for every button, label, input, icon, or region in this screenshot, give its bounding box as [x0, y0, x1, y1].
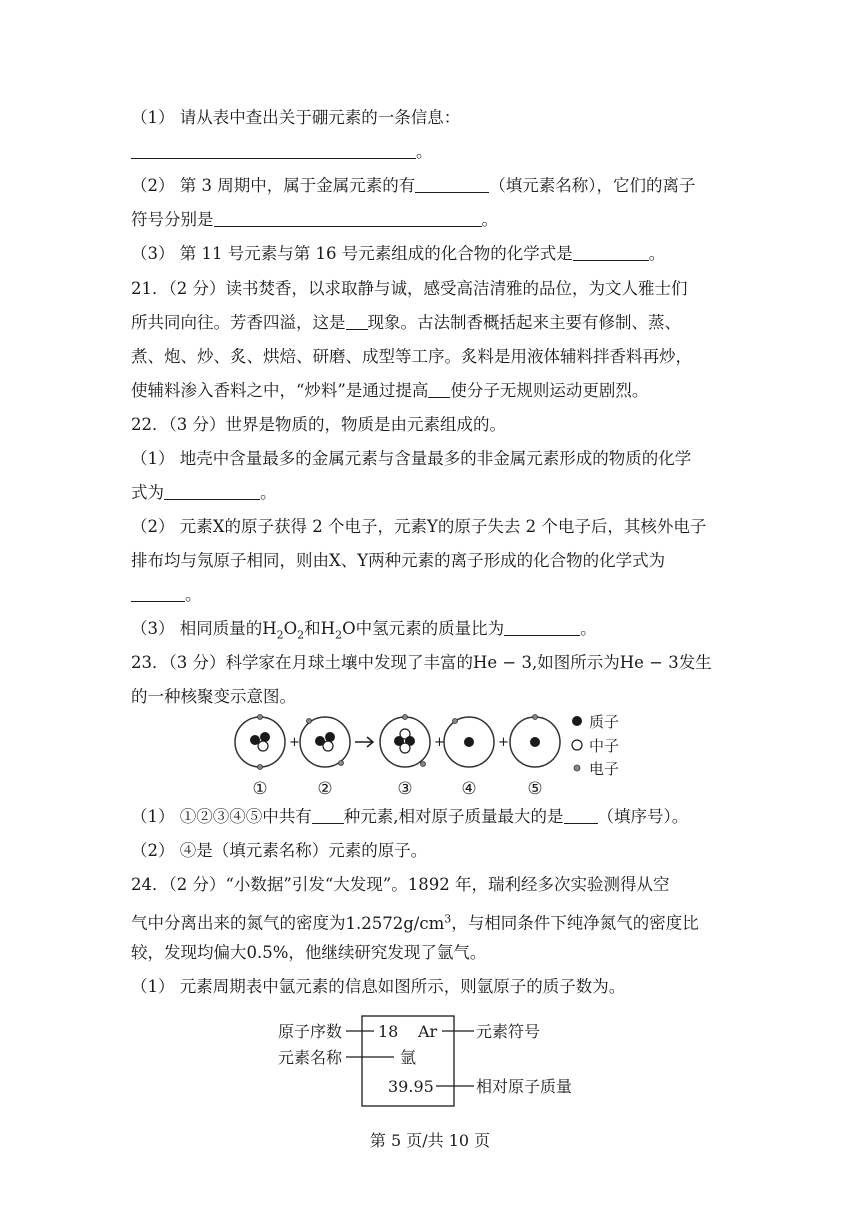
- legend-proton: 质子: [589, 713, 620, 731]
- answer-blank[interactable]: [428, 381, 450, 398]
- answer-blank[interactable]: [164, 483, 260, 500]
- page-footer: 第 5 页/共 10 页: [369, 1131, 491, 1150]
- q20-part2: （2） 第 3 周期中，属于金属元素的有 （填元素名称），它们的离子: [131, 176, 696, 195]
- atom-4: [444, 717, 494, 767]
- q22-part3: （3） 相同质量的$H_2O_2$和$H_2O$中氢元素的质量比为 。: [131, 619, 597, 642]
- percent-value: 0.5%: [246, 943, 289, 962]
- legend-electron: 电子: [589, 760, 620, 778]
- label-element-symbol: 元素符号: [476, 1022, 541, 1041]
- answer-blank[interactable]: [214, 210, 482, 227]
- q21-line3: 煮、炮、炒、炙、烘焙、研磨、成型等工序。炙料是用液体辅料拌香料再炒，: [131, 347, 692, 366]
- answer-blank[interactable]: [131, 585, 185, 602]
- plus-sign: +: [498, 735, 509, 750]
- atom-2: [300, 717, 350, 767]
- answer-blank[interactable]: [415, 176, 489, 193]
- q23-line1: 23．（3 分）科学家在月球土壤中发现了丰富的He − 3,如图所示为He − 3发生: [131, 653, 712, 672]
- q24-line1: 24．（2 分）“小数据”引发“大发现”。1892 年，瑞利经多次实验测得从空: [131, 875, 670, 894]
- atomic-mass: 39.95: [388, 1077, 434, 1096]
- atom-label-3: ③: [397, 779, 413, 799]
- atom-5: [510, 715, 560, 768]
- legend: [572, 713, 619, 778]
- q24-line2: 气中分离出来的氮气的密度为$1.2572g/cm^3$，与相同条件下纯净氮气的密度比: [131, 912, 699, 933]
- q22-part2-cont: 排布均与氖原子相同，则由X、Y两种元素的离子形成的化合物的化学式为: [131, 551, 666, 570]
- argon-element-card: [270, 1010, 600, 1110]
- atom-label-1: ①: [252, 779, 268, 799]
- reaction-arrow: [355, 737, 373, 747]
- atom-label-2: ②: [317, 779, 333, 799]
- q21-line1: 21．（2 分）读书焚香，以求取静与诚，感受高洁清雅的品位，为文人雅士们: [131, 279, 688, 298]
- atom-1: [235, 715, 285, 770]
- q22-part2-answer: 。: [131, 584, 202, 606]
- label-element-name: 元素名称: [278, 1048, 343, 1067]
- plus-sign: +: [289, 735, 300, 750]
- atomic-number: 18: [378, 1022, 399, 1041]
- q24-line3: 较，发现均偏大0.5%，他继续研究发现了氩气。: [131, 943, 487, 962]
- q21-line4: 使辅料渗入香料之中，“炒料”是通过提高 使分子无规则运动更剧烈。: [131, 381, 649, 400]
- q22-title: 22．（3 分）世界是物质的，物质是由元素组成的。: [131, 415, 506, 434]
- q23-part2: （2） ④是（填元素名称）元素的原子。: [131, 841, 428, 860]
- legend-neutron: 中子: [589, 737, 620, 755]
- atom-3: [380, 715, 430, 768]
- answer-blank[interactable]: [504, 619, 580, 636]
- answer-blank[interactable]: [346, 313, 368, 330]
- answer-blank[interactable]: [573, 244, 649, 261]
- q22-part2: （2） 元素X的原子获得 2 个电子，元素Y的原子失去 2 个电子后，其核外电子: [131, 517, 707, 536]
- label-atomic-mass: 相对原子质量: [476, 1077, 573, 1096]
- answer-blank[interactable]: [564, 807, 598, 824]
- formula-h2o2: $H_2O_2$: [262, 619, 305, 642]
- q20-part1-answer: 。: [131, 141, 433, 163]
- atom-label-4: ④: [461, 779, 477, 799]
- q22-part1-cont: 式为 。: [131, 483, 277, 502]
- atom-label-5: ⑤: [527, 779, 543, 799]
- q22-part1: （1） 地壳中含量最多的金属元素与含量最多的非金属元素形成的物质的化学: [131, 449, 692, 468]
- density-value: $1.2572g/cm^3$: [345, 912, 452, 933]
- q24-part1: （1） 元素周期表中氩元素的信息如图所示，则氩原子的质子数为。: [131, 977, 626, 996]
- q23-part1: （1） ①②③④⑤中共有 种元素,相对原子质量最大的是 （填序号）。: [131, 807, 689, 826]
- he3-formula: He − 3: [473, 653, 532, 672]
- element-symbol: Ar: [418, 1022, 438, 1041]
- answer-blank[interactable]: [131, 142, 416, 159]
- formula-h2o: $H_2O$: [320, 619, 356, 642]
- q20-part1: （1） 请从表中查出关于硼元素的一条信息：: [131, 108, 461, 127]
- q21-line2: 所共同向往。芳香四溢，这是 现象。古法制香概括起来主要有修制、蒸、: [131, 313, 681, 332]
- answer-blank[interactable]: [312, 807, 344, 824]
- plus-sign: +: [434, 735, 445, 750]
- label-atomic-number: 原子序数: [278, 1022, 343, 1041]
- q20-part3: （3） 第 11 号元素与第 16 号元素组成的化合物的化学式是 。: [131, 244, 666, 263]
- q23-line2: 的一种核聚变示意图。: [131, 687, 296, 706]
- he3-formula: He − 3: [619, 653, 679, 672]
- fusion-diagram: [233, 708, 633, 802]
- element-name: 氩: [400, 1048, 417, 1067]
- q20-part2-cont: 符号分别是 。: [131, 210, 498, 229]
